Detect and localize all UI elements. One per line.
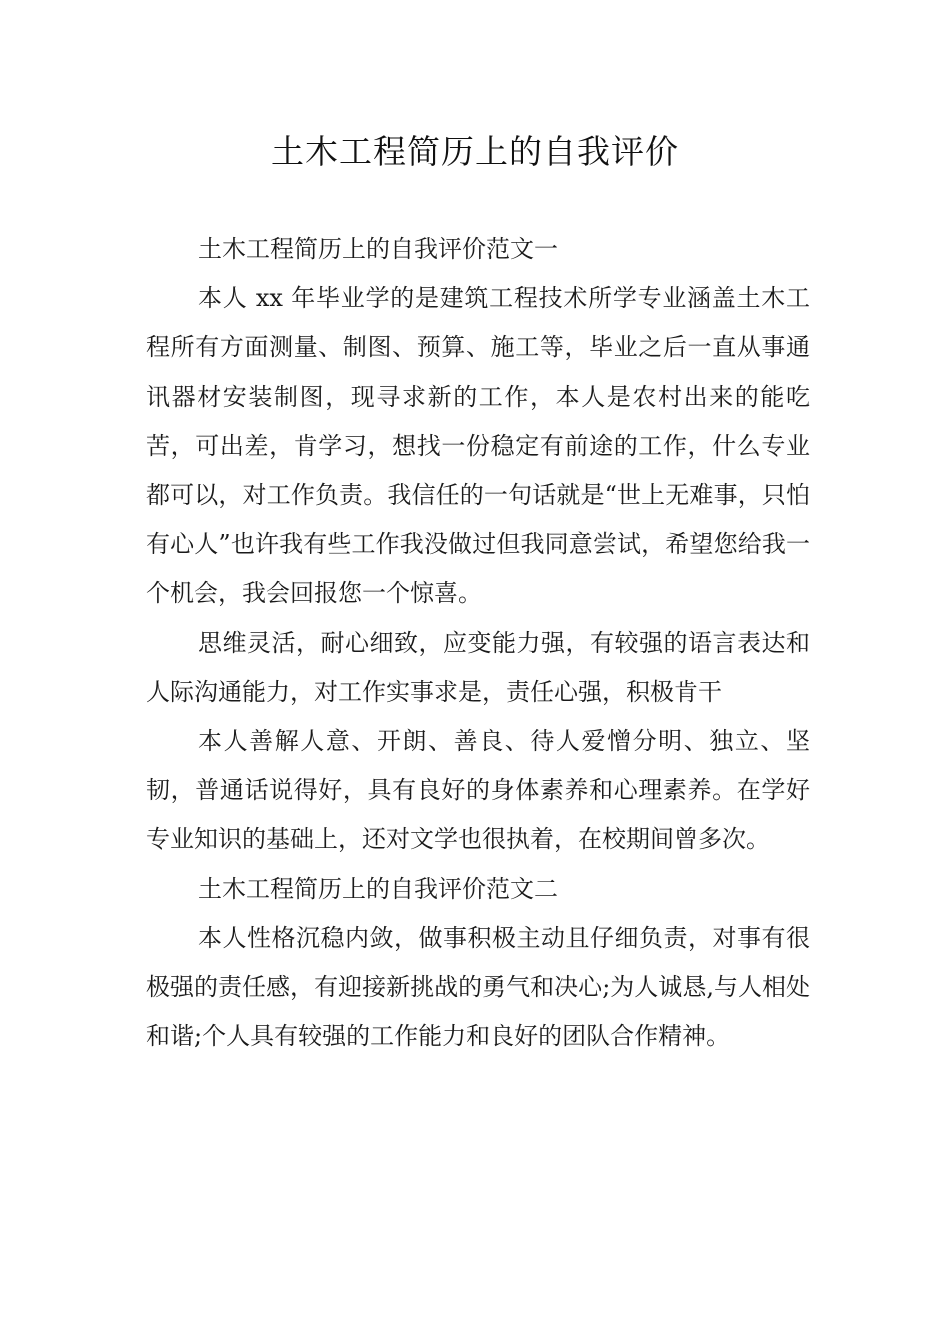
paragraph-3: 本人善解人意、开朗、善良、待人爱憎分明、独立、坚韧，普通话说得好，具有良好的身体素养和心理素养。在学好专业知识的基础上，还对文学也很执着，在校期间曾多次。 (146, 727, 810, 854)
section-heading-1: 土木工程简历上的自我评价范文一 (198, 235, 558, 263)
paragraph-2: 思维灵活，耐心细致，应变能力强，有较强的语言表达和人际沟通能力，对工作实事求是，责任心强，积极肯干 (146, 628, 810, 706)
document-title: 土木工程简历上的自我评价 (271, 132, 679, 171)
section-heading-2: 土木工程简历上的自我评价范文二 (198, 874, 558, 903)
document-body (146, 225, 810, 1061)
paragraph-4: 本人性格沉稳内敛，做事积极主动且仔细负责，对事有很极强的责任感，有迎接新挑战的勇气和决心;为人诚恳,与人相处和谐;个人具有较强的工作能力和良好的团队合作精神。 (146, 923, 810, 1051)
paragraph-1: 本人 xx 年毕业学的是建筑工程技术所学专业涵盖土木工程所有方面测量、制图、预算、施工等，毕业之后一直从事通讯器材安装制图，现寻求新的工作，本人是农村出来的能吃苦，可出差，肯学习，想找一份稳定有前途的工作，什么专业都可以，对工作负责。我信任的一句话就是“世上无难事，只怕有心人”也许我有些工作我没做过但我同意尝试，希望您给我一个机会，我会回报您一个惊喜。 (146, 284, 810, 608)
